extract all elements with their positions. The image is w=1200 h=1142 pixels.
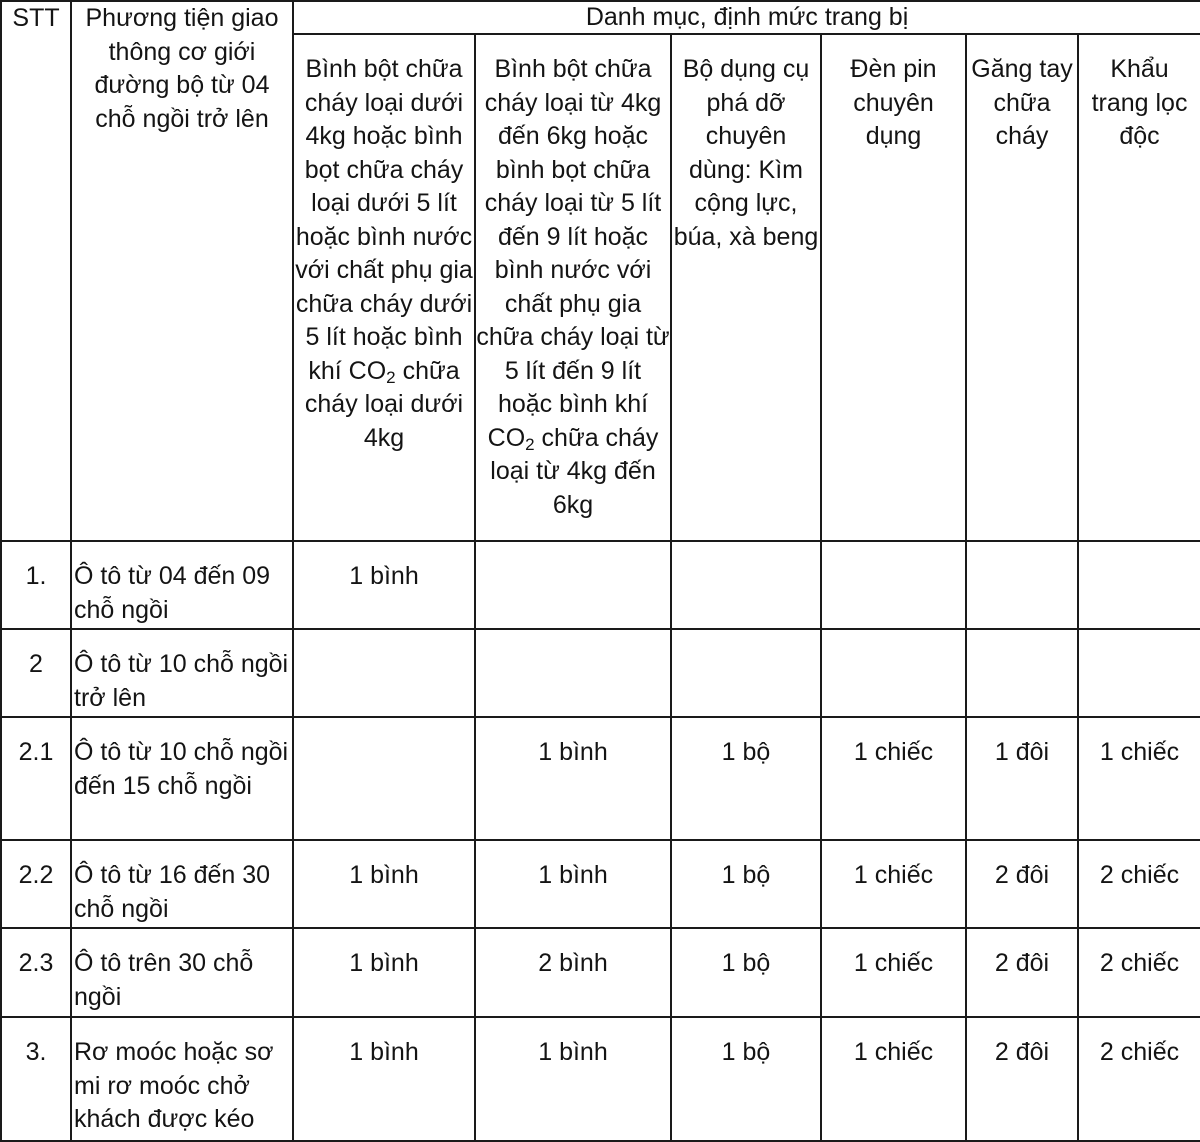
row-flashlight: 1 chiếc — [821, 1017, 966, 1141]
row-fire-gloves: 2 đôi — [966, 840, 1078, 928]
row-demolition-tools: 1 bộ — [671, 1017, 821, 1141]
row-vehicle-name: Ô tô từ 16 đến 30 chỗ ngồi — [71, 840, 293, 928]
row-vehicle-name: Ô tô từ 04 đến 09 chỗ ngồi — [71, 541, 293, 629]
row-stt: 2.3 — [1, 928, 71, 1017]
row-demolition-tools — [671, 541, 821, 629]
table-row — [1, 717, 1200, 840]
row-small-extinguisher: 1 bình — [293, 840, 475, 928]
row-gas-mask: 2 chiếc — [1078, 928, 1200, 1017]
row-stt: 2.1 — [1, 717, 71, 840]
row-gas-mask: 1 chiếc — [1078, 717, 1200, 840]
table-row — [1, 1017, 1200, 1141]
row-flashlight — [821, 541, 966, 629]
row-medium-extinguisher: 1 bình — [475, 717, 671, 840]
row-vehicle-name: Rơ moóc hoặc sơ mi rơ moóc chở khách được kéo — [71, 1017, 293, 1141]
row-flashlight: 1 chiếc — [821, 928, 966, 1017]
row-flashlight: 1 chiếc — [821, 840, 966, 928]
row-vehicle-name: Ô tô trên 30 chỗ ngồi — [71, 928, 293, 1017]
row-medium-extinguisher: 1 bình — [475, 1017, 671, 1141]
row-fire-gloves: 2 đôi — [966, 928, 1078, 1017]
row-demolition-tools — [671, 629, 821, 717]
row-small-extinguisher: 1 bình — [293, 928, 475, 1017]
row-gas-mask: 2 chiếc — [1078, 840, 1200, 928]
medium-extinguisher-header: Bình bột chữa cháy loại từ 4kg đến 6kg hoặc bình bọt chữa cháy loại từ 5 lít đến 9 lít hoặc bình nước với chất phụ gia chữa cháy loại từ 5 lít đến 9 lít hoặc bình khí $CO_2$ chữa cháy loại từ 4kg đến 6kg — [475, 34, 671, 541]
row-medium-extinguisher: 2 bình — [475, 928, 671, 1017]
row-demolition-tools: 1 bộ — [671, 928, 821, 1017]
row-stt: 3. — [1, 1017, 71, 1141]
table-row — [1, 541, 1200, 629]
fire-gloves-header: Găng tay chữa cháy — [966, 34, 1078, 541]
row-fire-gloves: 1 đôi — [966, 717, 1078, 840]
row-medium-extinguisher — [475, 541, 671, 629]
row-small-extinguisher — [293, 717, 475, 840]
row-gas-mask — [1078, 541, 1200, 629]
stt-header: STT — [1, 1, 71, 541]
row-small-extinguisher: 1 bình — [293, 1017, 475, 1141]
row-medium-extinguisher: 1 bình — [475, 840, 671, 928]
vehicle-type-header: Phương tiện giao thông cơ giới đường bộ từ 04 chỗ ngồi trở lên — [71, 1, 293, 541]
row-stt: 2 — [1, 629, 71, 717]
table-row — [1, 629, 1200, 717]
row-fire-gloves — [966, 629, 1078, 717]
row-small-extinguisher — [293, 629, 475, 717]
row-small-extinguisher: 1 bình — [293, 541, 475, 629]
header-row-top — [1, 1, 1200, 34]
row-vehicle-name: Ô tô từ 10 chỗ ngồi đến 15 chỗ ngồi — [71, 717, 293, 840]
row-demolition-tools: 1 bộ — [671, 717, 821, 840]
demolition-tools-header: Bộ dụng cụ phá dỡ chuyên dùng: Kìm cộng lực, búa, xà beng — [671, 34, 821, 541]
row-medium-extinguisher — [475, 629, 671, 717]
gas-mask-header: Khẩu trang lọc độc — [1078, 34, 1200, 541]
row-fire-gloves — [966, 541, 1078, 629]
table-row — [1, 928, 1200, 1017]
row-gas-mask — [1078, 629, 1200, 717]
row-stt: 2.2 — [1, 840, 71, 928]
row-gas-mask: 2 chiếc — [1078, 1017, 1200, 1141]
table-row — [1, 840, 1200, 928]
row-vehicle-name: Ô tô từ 10 chỗ ngồi trở lên — [71, 629, 293, 717]
row-flashlight — [821, 629, 966, 717]
row-fire-gloves: 2 đôi — [966, 1017, 1078, 1141]
small-extinguisher-header: Bình bột chữa cháy loại dưới 4kg hoặc bình bọt chữa cháy loại dưới 5 lít hoặc bình nước với chất phụ gia chữa cháy dưới 5 lít hoặc bình khí $CO_2$ chữa cháy loại dưới 4kg — [293, 34, 475, 541]
row-flashlight: 1 chiếc — [821, 717, 966, 840]
row-stt: 1. — [1, 541, 71, 629]
row-demolition-tools: 1 bộ — [671, 840, 821, 928]
flashlight-header: Đèn pin chuyên dụng — [821, 34, 966, 541]
equipment-group-header: Danh mục, định mức trang bị — [293, 1, 1200, 34]
